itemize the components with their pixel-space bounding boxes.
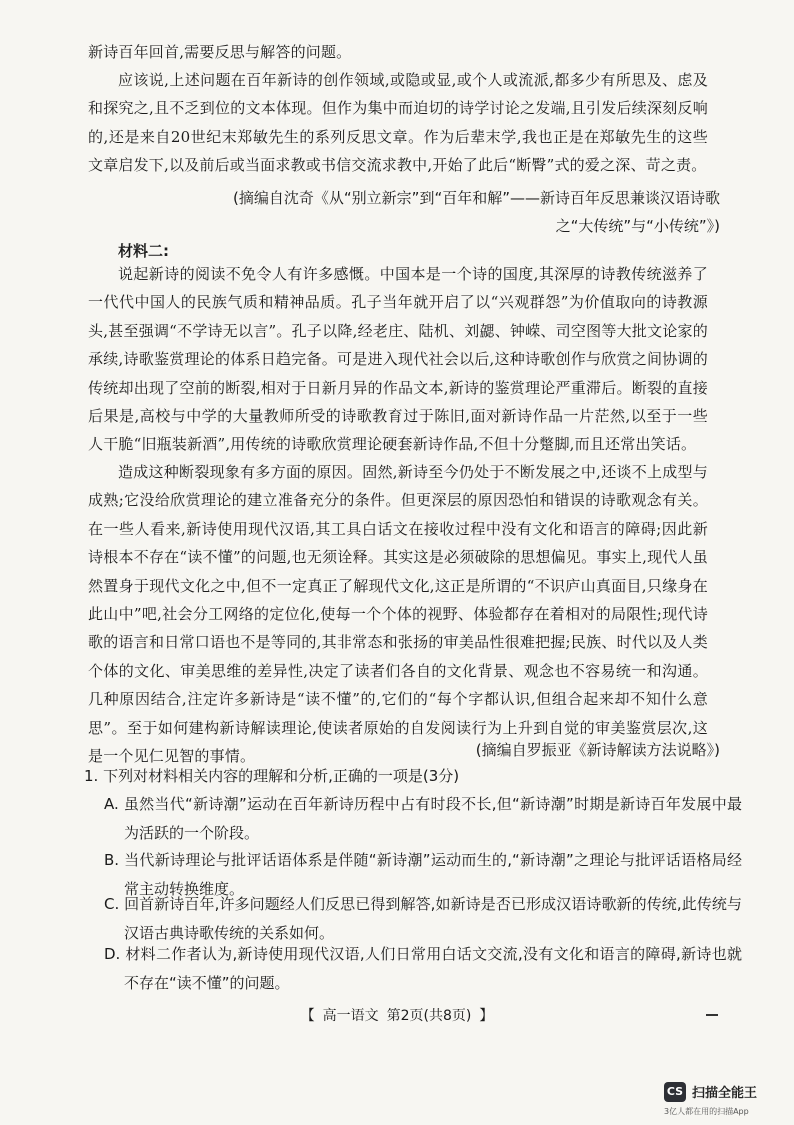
scanner-tagline: 3亿人都在用的扫描App (664, 1107, 749, 1116)
material2-paragraph-1: 说起新诗的阅读不免令人有许多感慨。中国本是一个诗的国度,其深厚的诗教传统滋养了一代代中国人的民族气质和精神品质。孔子当年就开启了以“兴观群怨”为价值取向的诗教源头,甚至强调“不学诗无以言”。孔子以降,经老庄、陆机、刘勰、钟嵘、司空图等大批文论家的承续,诗歌鉴赏理论的体系日趋完备。可是进入现代社会以后,这种诗歌创作与欣赏之间协调的传统却出现了空前的断裂,相对于日新月异的作品文本,新诗的鉴赏理论严重滞后。断裂的直接后果是,高校与中学的大量教师所受的诗歌教育过于陈旧,面对新诗作品一片茫然,以至于一些人干脆“旧瓶装新酒”,用传统的诗歌欣赏理论硬套新诗作品,不但十分蹩脚,而且还常出笑话。 (88, 265, 708, 454)
question-1-stem: 1. 下列对材料相关内容的理解和分析,正确的一项是(3分) (84, 767, 460, 785)
question-1-option-d: D. 材料二作者认为,新诗使用现代汉语,人们日常用白话文交流,没有文化和语言的障碍,新诗也就不存在“读不懂”的问题。 (104, 945, 742, 992)
question-1-option-b: B. 当代新诗理论与批评话语体系是伴随“新诗潮”运动而生的,“新诗潮”之理论与批评话语格局经常主动转换维度。 (104, 851, 742, 898)
intro-paragraph-1: 应该说,上述问题在百年新诗的创作领域,或隐或显,或个人或流派,都多少有所思及、虑及和探究之,且不乏到位的文本体现。但作为集中而迫切的诗学讨论之发端,且引发后续深刻反响的,还是来自20世纪末郑敏先生的系列反思文章。作为后辈末学,我也正是在郑敏先生的这些文章启发下,以及前后或当面求教或书信交流求教中,开始了此后“断臀”式的爱之深、苛之责。 (88, 71, 708, 175)
footer-subject: 高一语文 (322, 1008, 379, 1024)
material2-heading: 材料二: (118, 242, 169, 260)
camscanner-logo-icon: CS (664, 1082, 686, 1102)
material2-source: (摘编自罗振亚《新诗解读方法说略》) (475, 741, 720, 759)
scanner-app-name: 扫描全能王 (692, 1086, 758, 1101)
scanner-watermark (662, 1078, 786, 1118)
page-footer: 【 高一语文 第2页(共8页) 】 (300, 1008, 494, 1024)
intro-paragraph-0: 新诗百年回首,需要反思与解答的问题。 (88, 43, 352, 61)
question-1-option-a: A. 虽然当代“新诗潮”运动在百年新诗历程中占有时段不长,但“新诗潮”时期是新诗百年发展中最为活跃的一个阶段。 (104, 795, 742, 842)
material1-source: (摘编自沈奇《从“别立新宗”到“百年和解”——新诗百年反思兼谈汉语诗歌之“大传统”与“小传统”》) (233, 189, 720, 235)
material2-paragraph-2: 造成这种断裂现象有多方面的原因。固然,新诗至今仍处于不断发展之中,还谈不上成型与成熟;它没给欣赏理论的建立准备充分的条件。但更深层的原因恐怕和错误的诗歌观念有关。在一些人看来,新诗使用现代汉语,其工具白话文在接收过程中没有文化和语言的障碍;因此新诗根本不存在“读不懂”的问题,也无须诠释。其实这是必须破除的思想偏见。事实上,现代人虽然置身于现代文化之中,但不一定真正了解现代文化,这正是所谓的“不识庐山真面目,只缘身在此山中”吧,社会分工网络的定位化,使每一个个体的视野、体验都存在着相对的局限性;现代诗歌的语言和日常口语也不是等同的,其非常态和张扬的审美品性很难把握;民族、时代以及人类个体的文化、审美思维的差异性,决定了读者们各自的文化背景、观念也不容易统一和沟通。几种原因结合,注定许多新诗是“读不懂”的,它们的“每个字都认识,但组合起来却不知什么意思”。至于如何建构新诗解读理论,使读者原始的自发阅读行为上升到自觉的审美鉴赏层次,这是一个见仁见智的事情。 (88, 463, 708, 766)
footer-dash (706, 1014, 718, 1016)
footer-page-number: 第2页(共8页) (386, 1008, 472, 1024)
question-1-option-c: C. 回首新诗百年,许多问题经人们反思已得到解答,如新诗是否已形成汉语诗歌新的传统,此传统与汉语古典诗歌传统的关系如何。 (104, 895, 742, 942)
